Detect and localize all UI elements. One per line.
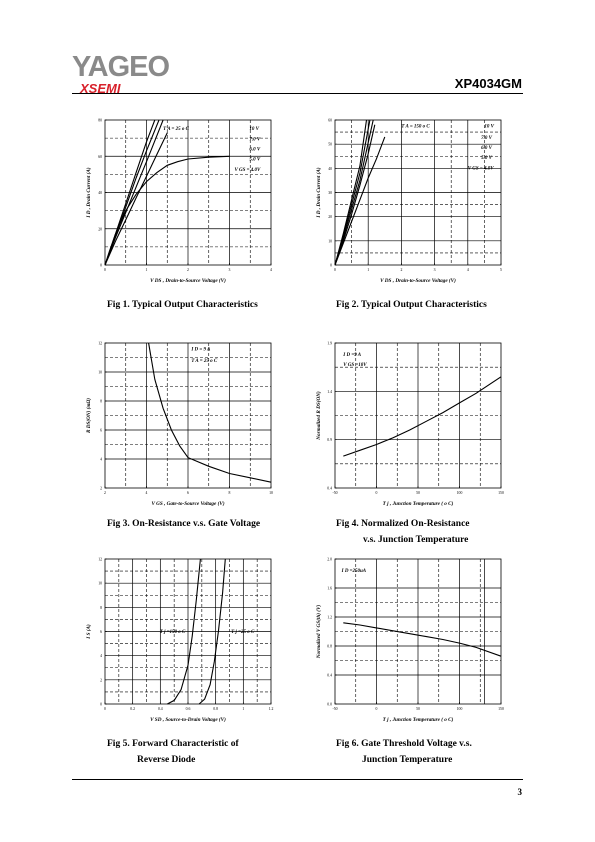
fig5-ytick-label-0: 0 xyxy=(100,702,102,707)
fig3-ytick-label-3: 8 xyxy=(100,399,102,404)
fig6-ytick-label-1: 0.4 xyxy=(327,673,332,678)
header-rule xyxy=(72,93,523,94)
fig4-ytick-label-2: 1.4 xyxy=(327,389,332,394)
fig1-xtick-label-3: 3 xyxy=(228,268,231,272)
fig4-xtick-label-4: 150 xyxy=(498,491,504,495)
fig5-xtick-label-6: 1.2 xyxy=(268,707,274,711)
logo-wordmark: YAGEO xyxy=(72,51,170,83)
fig1-ylabel: I D , Drain Current (A) xyxy=(86,167,92,218)
fig5-annotation-1: T j =25 o C xyxy=(231,629,255,635)
fig5-caption-line1: Fig 5. Forward Characteristic of xyxy=(107,739,239,749)
fig5-xtick-label-0: 0 xyxy=(104,707,106,711)
fig2-ylabel: I D , Drain Current (A) xyxy=(316,167,322,218)
fig4-caption-line1: Fig 4. Normalized On-Resistance xyxy=(336,519,470,529)
fig3-ytick-label-4: 10 xyxy=(98,370,102,375)
fig1-annotation-2: 7.0 V xyxy=(249,137,261,143)
fig6-xtick-label-4: 150 xyxy=(498,707,504,711)
fig1-annotation-5: V GS = 4.0V xyxy=(234,167,261,173)
fig2-xlabel: V DS , Drain-to-Source Voltage (V) xyxy=(380,278,456,284)
fig2-ytick-label-1: 10 xyxy=(328,239,332,244)
fig5-annotation-0: T j =150 o C xyxy=(159,629,186,635)
fig3-annotation-0: I D = 9 A xyxy=(191,347,211,353)
fig3-xtick-label-3: 8 xyxy=(228,491,231,495)
fig2-xtick-label-4: 4 xyxy=(466,268,469,272)
fig3-xtick-label-1: 4 xyxy=(145,491,148,495)
fig5-xtick-label-3: 0.6 xyxy=(185,707,191,711)
fig2-xtick-label-0: 0 xyxy=(334,268,336,272)
fig4-ytick-label-0: 0.4 xyxy=(327,486,332,491)
fig6-ytick-label-2: 0.8 xyxy=(327,644,332,649)
fig3-xtick-label-4: 10 xyxy=(269,491,273,495)
fig4-xtick-label-3: 100 xyxy=(456,491,463,495)
fig4-svg xyxy=(305,335,505,510)
logo-subbrand: XSEMI xyxy=(80,81,121,96)
fig2-chart xyxy=(305,112,505,287)
fig5-xtick-label-5: 1 xyxy=(242,707,245,711)
fig1-svg xyxy=(75,112,275,287)
fig2-annotation-3: 6.0 V xyxy=(481,146,492,151)
fig4-annotation-1: V GS =10V xyxy=(343,363,367,369)
fig1-annotation-4: 5.0 V xyxy=(249,157,261,163)
yageo-logo xyxy=(72,52,169,96)
part-number: XP4034GM xyxy=(454,76,522,91)
fig1-ytick-label-3: 60 xyxy=(98,154,102,159)
fig2-ytick-label-6: 60 xyxy=(328,118,332,123)
fig4-caption-line2: v.s. Junction Temperature xyxy=(363,535,469,545)
fig4-xtick-label-1: 0 xyxy=(375,491,378,495)
fig6-xtick-label-0: -50 xyxy=(332,707,338,711)
fig2-ytick-label-2: 20 xyxy=(328,215,332,220)
fig1-caption: Fig 1. Typical Output Characteristics xyxy=(107,300,258,310)
fig2-ytick-label-3: 30 xyxy=(328,191,332,195)
fig1-xtick-label-1: 1 xyxy=(145,268,148,272)
fig5-ytick-label-1: 2 xyxy=(100,678,102,683)
fig3-xlabel: V GS , Gate-to-Source Voltage (V) xyxy=(151,501,225,507)
fig3-chart xyxy=(75,335,275,510)
fig4-ytick-label-1: 0.9 xyxy=(327,438,332,443)
fig5-xtick-label-4: 0.8 xyxy=(213,707,219,711)
fig4-chart xyxy=(305,335,505,510)
fig1-ytick-label-0: 0 xyxy=(100,263,102,268)
fig4-annotation-0: I D =9 A xyxy=(343,353,362,359)
fig2-ytick-label-4: 40 xyxy=(328,166,332,171)
fig6-xtick-label-2: 50 xyxy=(416,707,420,711)
fig2-xtick-label-1: 1 xyxy=(367,268,370,272)
fig1-chart xyxy=(75,112,275,287)
fig2-xtick-label-5: 5 xyxy=(500,268,502,272)
fig4-series-line-0 xyxy=(343,377,501,456)
fig6-ytick-label-0: 0.0 xyxy=(327,702,332,707)
fig6-ylabel: Normalized V GS(th) (V) xyxy=(316,604,322,659)
fig1-annotation-3: 6.0 V xyxy=(249,147,261,153)
fig6-series-line-0 xyxy=(343,623,501,656)
fig6-chart xyxy=(305,551,505,726)
page-number: 3 xyxy=(517,787,522,797)
fig2-svg xyxy=(305,112,505,287)
fig2-annotation-4: 5.0 V xyxy=(481,156,492,162)
fig1-ytick-label-4: 80 xyxy=(98,118,102,123)
fig1-xlabel: V DS , Drain-to-Source Voltage (V) xyxy=(150,278,226,284)
fig5-xtick-label-2: 0.4 xyxy=(157,707,163,711)
fig3-ytick-label-0: 2 xyxy=(100,486,102,491)
fig1-ytick-label-1: 20 xyxy=(98,227,102,232)
fig2-xtick-label-3: 3 xyxy=(433,268,436,272)
fig3-xtick-label-0: 2 xyxy=(104,491,106,495)
fig3-ytick-label-2: 6 xyxy=(100,428,102,433)
fig6-ytick-label-3: 1.2 xyxy=(327,615,332,620)
fig6-caption-line2: Junction Temperature xyxy=(362,755,453,765)
fig2-xtick-label-2: 2 xyxy=(400,268,403,272)
fig2-ytick-label-5: 50 xyxy=(328,142,332,147)
fig5-xtick-label-1: 0.2 xyxy=(130,707,136,711)
fig3-ytick-label-1: 4 xyxy=(100,457,102,462)
fig5-caption-line2: Reverse Diode xyxy=(137,755,196,765)
fig1-annotation-1: 10 V xyxy=(249,127,260,133)
fig5-ytick-label-5: 10 xyxy=(98,581,102,586)
fig5-ytick-label-4: 8 xyxy=(100,605,102,610)
fig6-svg xyxy=(305,551,505,726)
fig4-xlabel: T j , Junction Temperature ( o C) xyxy=(382,501,454,507)
fig4-ytick-label-3: 1.9 xyxy=(327,341,332,346)
fig3-ylabel: R DS(ON) (mΩ) xyxy=(86,398,92,433)
fig1-xtick-label-2: 2 xyxy=(187,268,189,272)
fig1-xtick-label-0: 0 xyxy=(104,268,106,272)
fig1-xtick-label-4: 4 xyxy=(270,268,272,272)
fig3-ytick-label-5: 12 xyxy=(98,341,102,346)
fig4-ylabel: Normalized R DS(ON) xyxy=(316,391,322,440)
fig6-ytick-label-5: 2.0 xyxy=(327,557,332,562)
fig3-xtick-label-2: 6 xyxy=(187,491,189,495)
fig5-ytick-label-2: 4 xyxy=(100,654,102,659)
fig1-annotation-0: T A = 25 o C xyxy=(163,127,189,133)
fig4-xtick-label-2: 50 xyxy=(416,491,420,495)
fig5-chart xyxy=(75,551,275,726)
fig3-caption: Fig 3. On-Resistance v.s. Gate Voltage xyxy=(107,519,261,529)
fig2-annotation-0: T A = 150 o C xyxy=(401,124,430,130)
fig5-ytick-label-3: 6 xyxy=(100,630,102,634)
fig2-ytick-label-0: 0 xyxy=(330,263,332,268)
fig6-annotation-0: I D =250uA xyxy=(341,569,367,575)
fig5-svg xyxy=(75,551,275,726)
fig6-ytick-label-4: 1.6 xyxy=(327,586,332,591)
fig6-xtick-label-3: 100 xyxy=(456,707,463,711)
fig6-caption-line1: Fig 6. Gate Threshold Voltage v.s. xyxy=(336,739,472,749)
fig5-xlabel: V SD , Source-to-Drain Voltage (V) xyxy=(150,717,226,723)
fig2-annotation-2: 7.0 V xyxy=(481,135,492,141)
fig2-annotation-5: V GS = 4.0V xyxy=(467,166,494,172)
fig5-ytick-label-6: 12 xyxy=(98,557,102,562)
fig3-svg xyxy=(75,335,275,510)
fig6-xtick-label-1: 0 xyxy=(375,707,378,711)
fig4-xtick-label-0: -50 xyxy=(332,491,338,495)
fig5-ylabel: I S (A) xyxy=(86,624,92,639)
fig2-annotation-1: 10 V xyxy=(484,124,494,130)
fig2-caption: Fig 2. Typical Output Characteristics xyxy=(336,300,487,310)
fig3-annotation-1: T A = 25 o C xyxy=(191,358,218,364)
fig6-xlabel: T j , Junction Temperature ( o C) xyxy=(382,717,454,723)
fig1-series-line-3 xyxy=(105,133,167,265)
fig1-ytick-label-2: 40 xyxy=(98,191,102,195)
footer-rule xyxy=(72,779,523,780)
